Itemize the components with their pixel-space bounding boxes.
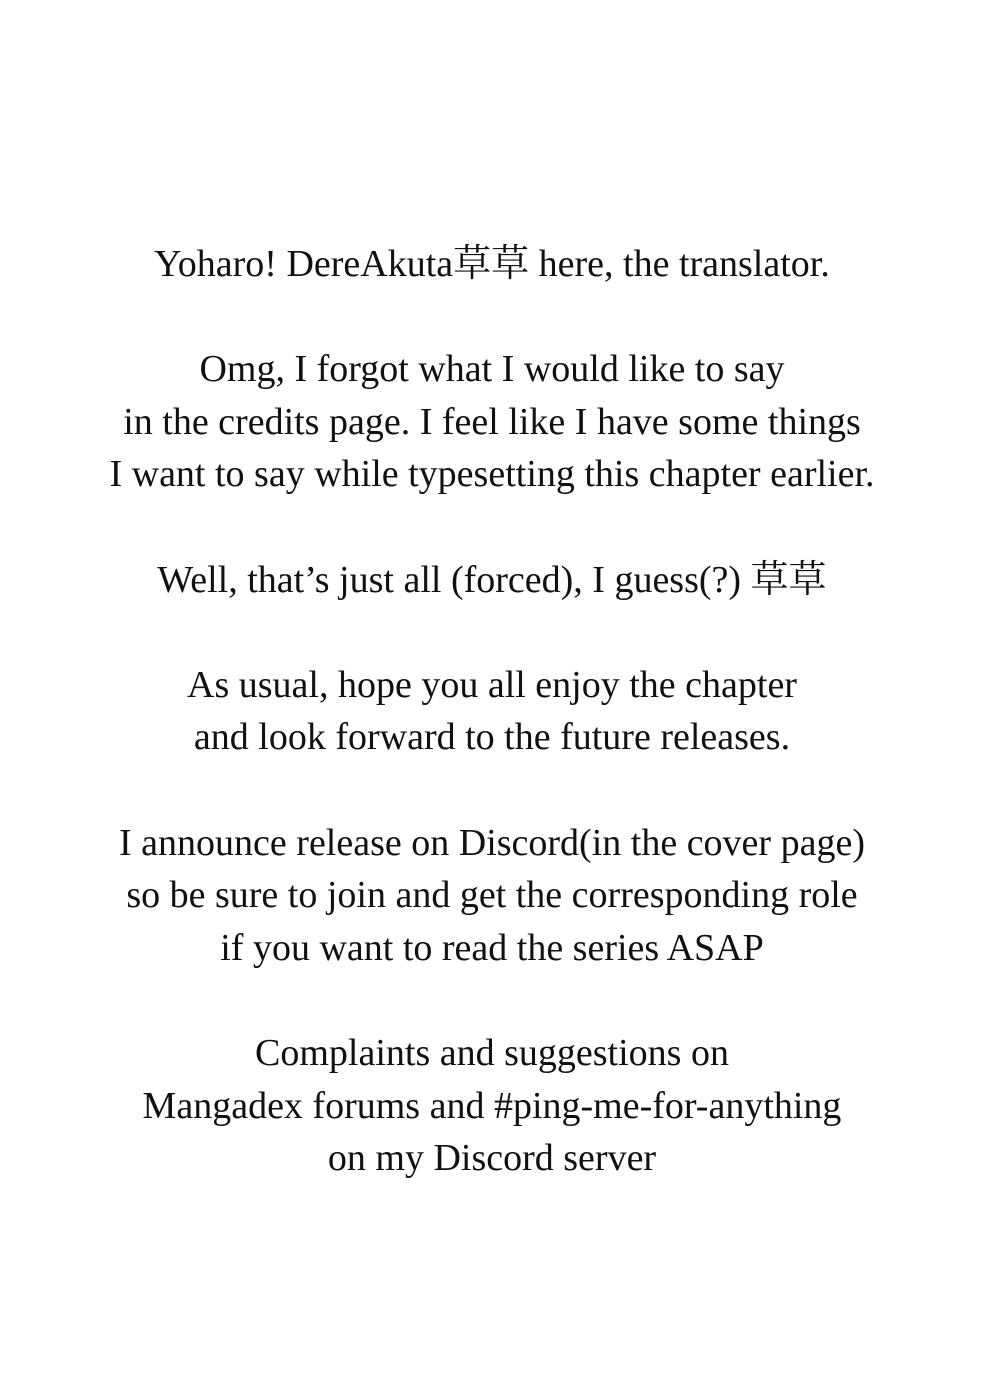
text-line: so be sure to join and get the corresponding role <box>126 874 858 917</box>
complaints-paragraph <box>0 1027 984 1185</box>
text-line: and look forward to the future releases. <box>193 716 791 759</box>
text-line: Omg, I forgot what I would like to say <box>199 348 785 391</box>
enjoy-paragraph <box>0 659 984 764</box>
greeting-paragraph <box>0 238 984 291</box>
text-line: if you want to read the series ASAP <box>220 926 764 969</box>
credits-text <box>0 238 984 1237</box>
discord-paragraph <box>0 817 984 975</box>
text-line: on my Discord server <box>327 1137 657 1180</box>
text-line: As usual, hope you all enjoy the chapter <box>187 663 797 706</box>
text-line: I want to say while typesetting this chapter earlier. <box>109 453 875 496</box>
forgot-paragraph <box>0 343 984 501</box>
text-line: in the credits page. I feel like I have some things <box>123 400 861 443</box>
text-line: Yoharo! DereAkuta草草 here, the translator. <box>154 243 830 285</box>
text-line: Mangadex forums and #ping-me-for-anything <box>142 1084 842 1127</box>
text-line: Well, that’s just all (forced), I guess(?) 草草 <box>157 558 827 601</box>
text-line: I announce release on Discord(in the cover page) <box>119 821 865 864</box>
aside-paragraph <box>0 554 984 607</box>
text-line: Complaints and suggestions on <box>255 1031 729 1074</box>
